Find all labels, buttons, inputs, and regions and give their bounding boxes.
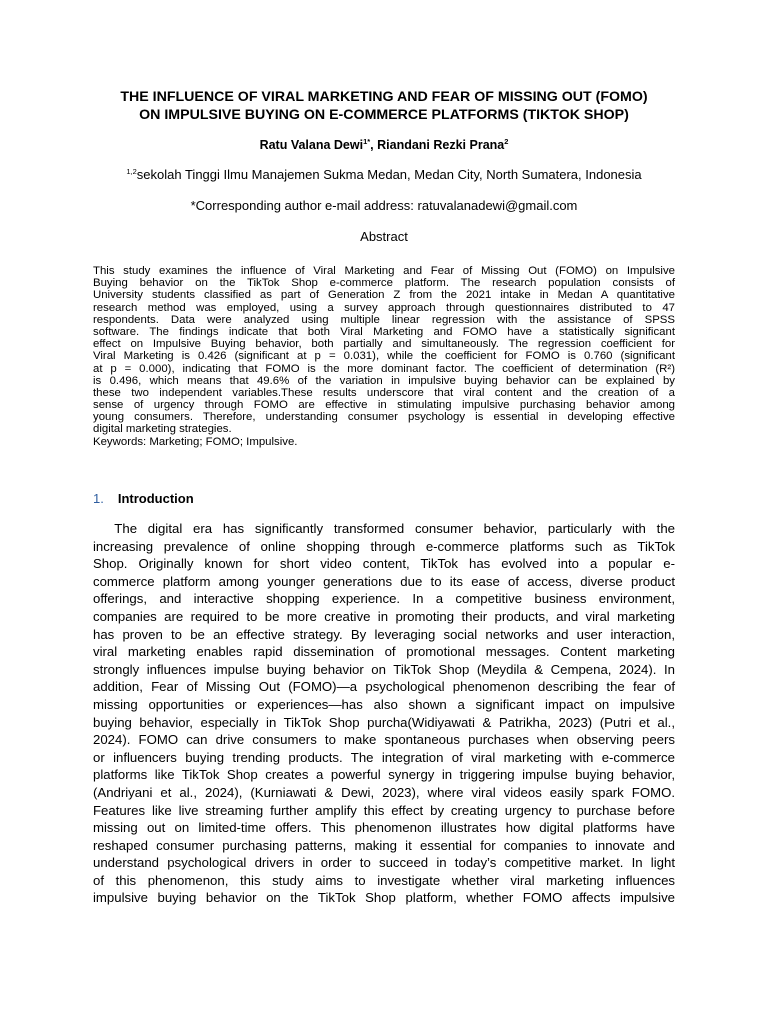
abstract-line: software. The findings indicate that both Viral Marketing and FOMO have a statistically significant: [93, 325, 675, 338]
abstract-line: digital marketing strategies.: [93, 423, 232, 436]
body-line: understand psychological drivers in order to succeed in today’s competitive market. In light: [93, 855, 675, 871]
abstract-line: at p = 0.000), indicating that FOMO is the more dominant factor. The coefficient of determination (R²): [93, 362, 675, 375]
affiliation-superscript: 1,2: [126, 167, 137, 176]
affiliation-text: sekolah Tinggi Ilmu Manajemen Sukma Medan, Medan City, North Sumatera, Indonesia: [136, 167, 642, 182]
body-line: increasing prevalence of online shopping through e-commerce platforms such as TikTok: [93, 538, 675, 554]
abstract-line: research method was employed, using a survey approach through questionnaires distributed to 47: [93, 301, 675, 314]
introduction-body: [93, 520, 675, 907]
body-line: offerings, and interactive shopping experience. In a competitive business environment,: [93, 591, 675, 607]
body-line: has proven to be an effective strategy. By leveraging social networks and user interaction,: [93, 626, 675, 642]
corresponding-author: *Corresponding author e-mail address: ratuvalanadewi@gmail.com: [190, 198, 578, 213]
abstract-line: is 0.496, which means that 49.6% of the variation in impulsive buying behavior can be explained by: [93, 374, 675, 387]
abstract-line: young consumers. Therefore, understanding consumer psychology is essential in developing effective: [93, 411, 675, 424]
body-line: strongly influences impulse buying behavior on TikTok Shop (Meydila & Cempena, 2024). In: [93, 661, 675, 677]
author-name: Ratu Valana Dewi: [259, 138, 364, 152]
body-line: impulsive buying behavior on the TikTok Shop platform, whether FOMO affects impulsive: [93, 890, 675, 906]
affiliation: [80, 166, 688, 183]
body-line: Shop. Originally known for short video content, TikTok has evolved into a popular e-: [93, 556, 675, 572]
body-line: viral marketing enables rapid dissemination of promotional messages. Content marketing: [93, 644, 675, 660]
section-heading-introduction: [93, 491, 194, 507]
body-line: of this phenomenon, this study aims to investigate whether viral marketing influences: [93, 872, 675, 888]
body-line: (Andriyani et al., 2024), (Kurniawati & Dewi, 2023), where viral videos easily spark FOMO.: [93, 784, 675, 800]
title-line: ON IMPULSIVE BUYING ON E-COMMERCE PLATFORMS (TIKTOK SHOP): [139, 107, 629, 123]
keywords: Keywords: Marketing; FOMO; Impulsive.: [93, 435, 298, 448]
body-line: missing opportunities or experiences—has also shown a significant impact on impulsive: [93, 696, 675, 712]
author-list: [80, 137, 688, 153]
paper-title: [80, 88, 688, 124]
author-superscript: 1*: [363, 137, 371, 146]
body-line: companies are required to be more creative in promoting their products, and viral marketing: [93, 608, 675, 624]
section-title: Introduction: [117, 491, 194, 506]
abstract-line: University students classified as part of Generation Z from the 2021 intake in Medan A quantitative: [93, 289, 675, 302]
body-line: The digital era has significantly transformed consumer behavior, particularly with the: [93, 521, 675, 536]
abstract-line: effect on Impulsive Buying behavior, both partially and simultaneously. The regression coefficient for: [93, 338, 675, 351]
body-line: or influencers buying trending products. The integration of viral marketing with e-commerce: [93, 749, 675, 765]
abstract-line: Buying behavior on the TikTok Shop e-commerce platform. The research population consists of: [93, 277, 675, 290]
body-line: missing out on limited-time offers. This phenomenon illustrates how digital platforms have: [93, 820, 675, 836]
author-superscript: 2: [504, 137, 509, 146]
author-separator: ,: [370, 138, 378, 152]
abstract-line: these two independent variables.These results underscore that viral content and the creation of a: [93, 386, 675, 399]
abstract-line: This study examines the influence of Viral Marketing and Fear of Missing Out (FOMO) on Impulsive: [93, 265, 675, 277]
body-line: 2024). FOMO can drive consumers to make spontaneous purchases when observing peers: [93, 732, 675, 748]
author-name: Riandani Rezki Prana: [377, 138, 505, 152]
body-line: reshaped consumer purchasing patterns, making it essential for companies to innovate and: [93, 837, 675, 853]
abstract-line: Viral Marketing is 0.426 (significant at p = 0.031), while the coefficient for FOMO is 0.760 (significant: [93, 350, 675, 363]
title-line: THE INFLUENCE OF VIRAL MARKETING AND FEAR OF MISSING OUT (FOMO): [120, 89, 648, 105]
body-line: platforms like TikTok Shop creates a powerful synergy in triggering impulse buying behavior,: [93, 767, 675, 783]
body-line: buying behavior, especially in TikTok Shop purcha(Widiyawati & Patrikha, 2023) (Putri et al.,: [93, 714, 675, 730]
body-line: addition, Fear of Missing Out (FOMO)—a psychological phenomenon describing the fear of: [93, 679, 675, 695]
abstract-line: respondents. Data were analyzed using multiple linear regression with the assistance of SPSS: [93, 313, 675, 326]
abstract-heading: Abstract: [360, 229, 408, 244]
section-number: 1.: [93, 491, 104, 506]
abstract-body: [93, 265, 675, 448]
body-line: commerce platform among younger generations due to its ease of access, diverse product: [93, 573, 675, 589]
body-line: Features like live streaming further amplify this effect by creating urgency to purchase before: [93, 802, 675, 818]
abstract-line: sense of urgency through FOMO are effective in stimulating impulsive purchasing behavior among: [93, 399, 675, 412]
